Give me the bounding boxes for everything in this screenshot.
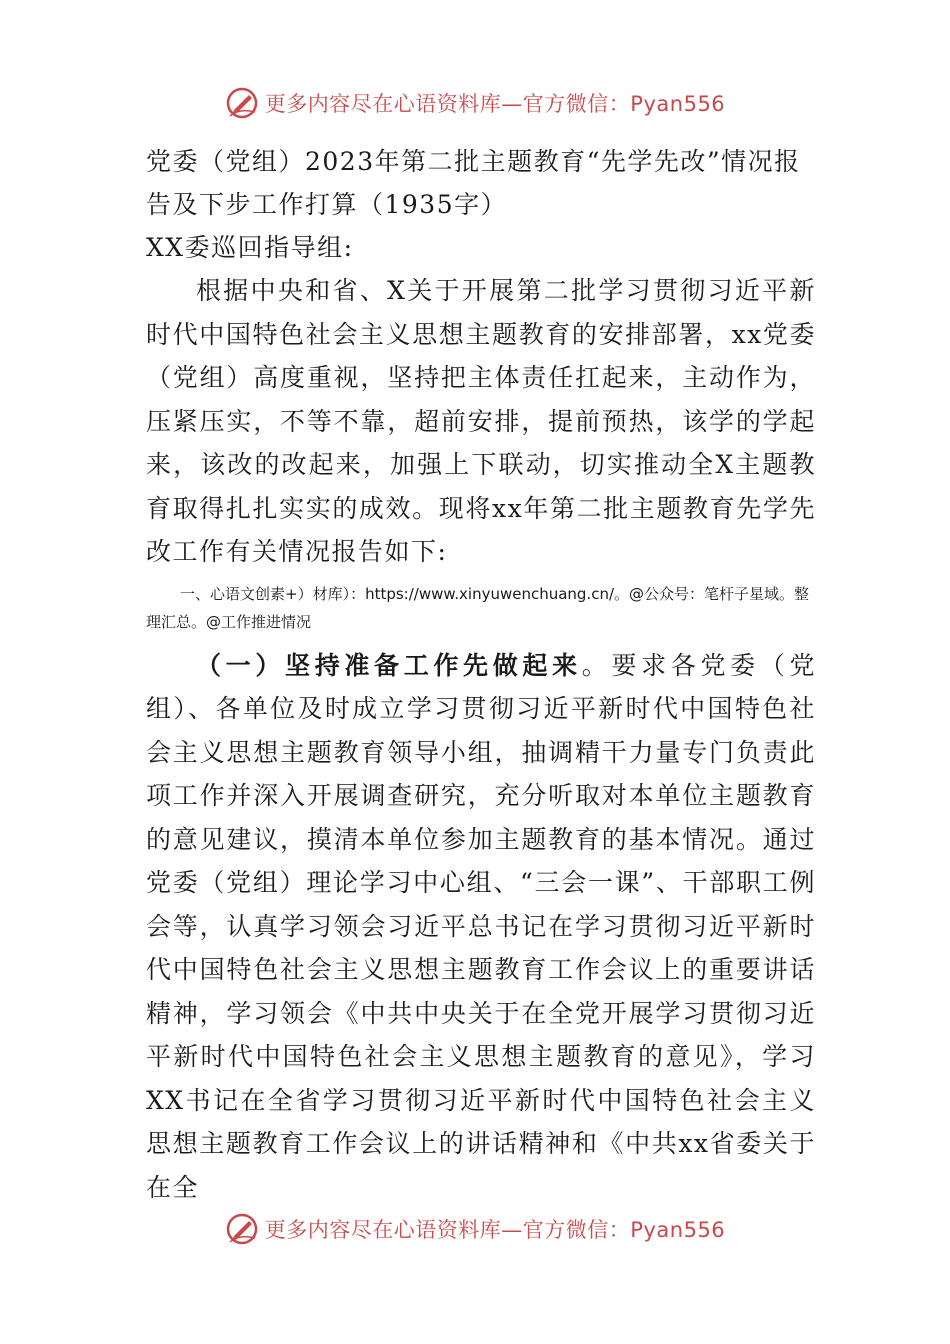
- salutation: XX委巡回指导组:: [146, 233, 354, 262]
- intro-paragraph: 根据中央和省、X关于开展第二批学习贯彻习近平新时代中国特色社会主义思想主题教育的安排部署，xx党委（党组）高度重视，坚持把主体责任扛起来，主动作为，压紧压实，不等不靠，超前安排，提前预热，该学的学起来，该改的改起来，加强上下联动，切实推动全X主题教育取得扎扎实实的成效。现将xx年第二批主题教育先学先改工作有关情况报告如下:: [146, 276, 816, 566]
- header-banner: [0, 83, 950, 123]
- document-title: 党委（党组）2023年第二批主题教育“先学先改”情况报告及下步工作打算（1935字）: [146, 147, 801, 219]
- subsection-body: 。要求各党委（党组）、各单位及时成立学习贯彻习近平新时代中国特色社会主义思想主题教育领导小组，抽调精干力量专门负责此项工作并深入开展调查研究，充分听取对本单位主题教育的意见建议，摸清本单位参加主题教育的基本情况。通过党委（党组）理论学习中心组、“三会一课”、干部职工例会等，认真学习领会习近平总书记在学习贯彻习近平新时代中国特色社会主义思想主题教育工作会议上的重要讲话精神，学习领会《中共中央关于在全党开展学习贯彻习近平新时代中国特色社会主义思想主题教育的意见》，学习XX书记在全省学习贯彻习近平新时代中国特色社会主义思想主题教育工作会议上的讲话精神和《中共xx省委关于在全: [146, 650, 816, 1202]
- footer-banner: [0, 1209, 950, 1249]
- pen-circle-logo-icon: [225, 1212, 259, 1246]
- subsection-paragraph: [146, 644, 816, 1210]
- pen-circle-logo-icon: [225, 86, 259, 120]
- footer-banner-text: 更多内容尽在心语资料库—官方微信：Pyan556: [264, 1218, 726, 1242]
- header-banner-text: 更多内容尽在心语资料库—官方微信：Pyan556: [264, 92, 726, 116]
- subsection-lead: （一）坚持准备工作先做起来: [196, 650, 582, 680]
- document-body: [146, 140, 816, 1209]
- section-heading-note: 一、心语文创素+）材库）：https://www.xinyuwenchuang.cn/。@公众号：笔杆子星域。整理汇总。@工作推进情况: [146, 584, 810, 631]
